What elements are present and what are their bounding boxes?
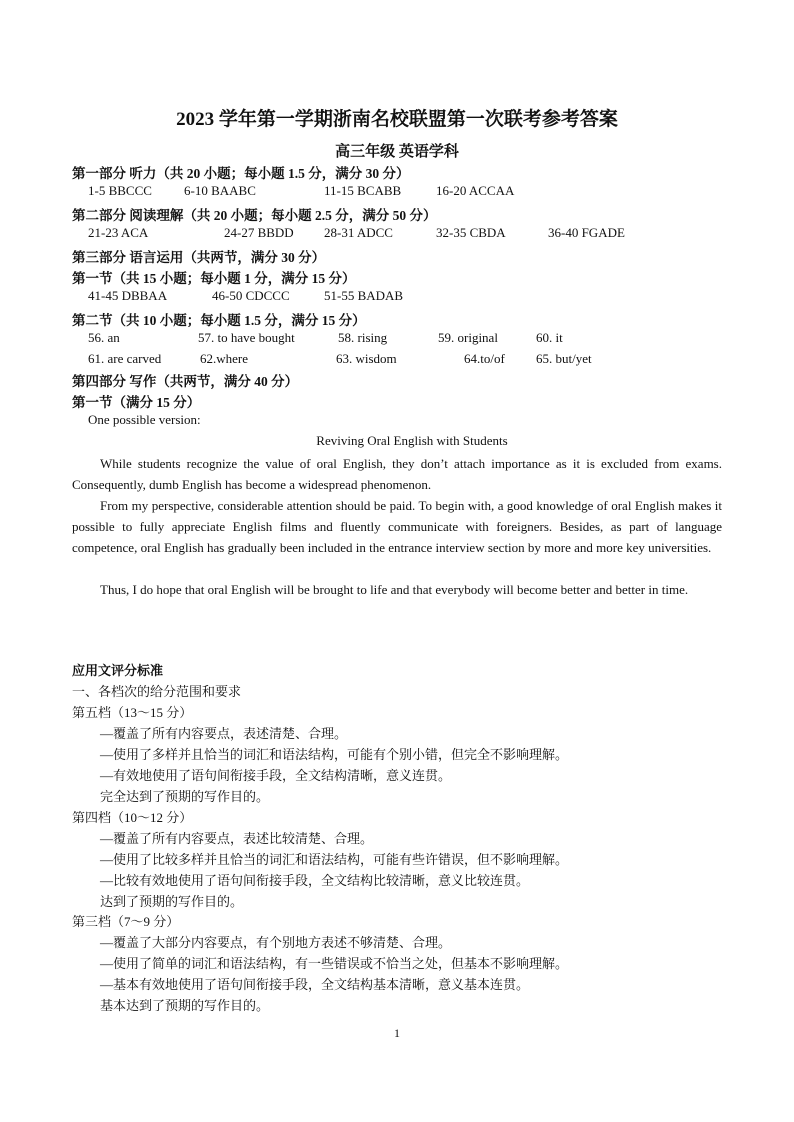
- part3-section2-heading: 第二节（共 10 小题；每小题 1.5 分，满分 15 分）: [72, 313, 366, 328]
- essay-paragraph: While students recognize the value of oral English, they don’t attach importance as it is excluded from exams. Consequently, dumb English has become a widespread phenomenon.: [72, 456, 722, 492]
- essay-paragraph: From my perspective, considerable attention should be paid. To begin with, a good knowledge of oral English makes it possible to fully appreciate English films and fluently communicate with foreigners. Besides, as part of language competence, oral English has gradually been included in the entrance interview section by more and more key universities.: [72, 498, 722, 555]
- part4-heading: 第四部分 写作（共两节，满分 40 分）: [72, 374, 299, 389]
- answer-group: 16-20 ACCAA: [436, 183, 515, 198]
- answer-group: 41-45 DBBAA: [88, 288, 168, 303]
- grade-label: 第五档（13～15 分）: [72, 705, 193, 720]
- essay-intro: One possible version:: [88, 412, 201, 427]
- part3-section1-heading: 第一节（共 15 小题；每小题 1 分，满分 15 分）: [72, 271, 356, 286]
- answer-group: 28-31 ADCC: [324, 225, 393, 240]
- answer-group: 32-35 CBDA: [436, 225, 506, 240]
- page-title: 2023 学年第一学期浙南名校联盟第一次联考参考答案: [176, 109, 618, 130]
- grade-criterion: —使用了简单的词汇和语法结构，有一些错误或不恰当之处，但基本不影响理解。: [100, 956, 569, 971]
- grade-label: 第三档（7～9 分）: [72, 914, 180, 929]
- answer-item: 57. to have bought: [198, 330, 295, 345]
- answer-group: 6-10 BAABC: [184, 183, 256, 198]
- grade-criterion: —使用了多样并且恰当的词汇和语法结构，可能有个别小错，但完全不影响理解。: [100, 747, 569, 762]
- part3-heading: 第三部分 语言运用（共两节，满分 30 分）: [72, 250, 326, 265]
- answer-group: 1-5 BBCCC: [88, 183, 152, 198]
- answer-group: 51-55 BADAB: [324, 288, 404, 303]
- grade-criterion: —使用了比较多样并且恰当的词汇和语法结构，可能有些许错误，但不影响理解。: [100, 852, 569, 867]
- essay-paragraph: Thus, I do hope that oral English will be brought to life and that everybody will become better and better in time.: [100, 582, 689, 597]
- grade-criterion: 达到了预期的写作目的。: [100, 894, 244, 909]
- grade-criterion: 基本达到了预期的写作目的。: [100, 998, 270, 1013]
- answer-group: 46-50 CDCCC: [212, 288, 290, 303]
- answer-item: 63. wisdom: [336, 351, 397, 366]
- grade-criterion: —覆盖了所有内容要点，表述清楚、合理。: [100, 726, 348, 741]
- part1-heading: 第一部分 听力（共 20 小题；每小题 1.5 分，满分 30 分）: [72, 166, 410, 181]
- part4-section1-heading: 第一节（满分 15 分）: [72, 395, 201, 410]
- grade-label: 第四档（10～12 分）: [72, 810, 193, 825]
- answer-item: 64.to/of: [464, 351, 505, 366]
- answer-item: 62.where: [200, 351, 249, 366]
- essay-title: Reviving Oral English with Students: [316, 433, 508, 448]
- grade-criterion: 完全达到了预期的写作目的。: [100, 789, 270, 804]
- answer-item: 58. rising: [338, 330, 388, 345]
- answer-group: 11-15 BCABB: [324, 183, 402, 198]
- answer-group: 24-27 BBDD: [224, 225, 294, 240]
- grade-criterion: —覆盖了大部分内容要点，有个别地方表述不够清楚、合理。: [100, 935, 452, 950]
- rubric-heading: 应用文评分标准: [72, 663, 164, 678]
- answer-group: 21-23 ACA: [88, 225, 149, 240]
- part2-heading: 第二部分 阅读理解（共 20 小题；每小题 2.5 分，满分 50 分）: [72, 208, 437, 223]
- rubric-subheading: 一、各档次的给分范围和要求: [72, 684, 242, 699]
- answer-item: 65. but/yet: [536, 351, 592, 366]
- answer-item: 59. original: [438, 330, 498, 345]
- grade-criterion: —比较有效地使用了语句间衔接手段，全文结构比较清晰，意义比较连贯。: [100, 873, 530, 888]
- answer-item: 56. an: [88, 330, 120, 345]
- grade-criterion: —基本有效地使用了语句间衔接手段，全文结构基本清晰，意义基本连贯。: [100, 977, 530, 992]
- grade-criterion: —有效地使用了语句间衔接手段，全文结构清晰，意义连贯。: [100, 768, 452, 783]
- page-number: 1: [394, 1026, 400, 1040]
- answer-group: 36-40 FGADE: [548, 225, 625, 240]
- answer-item: 60. it: [536, 330, 563, 345]
- page-subtitle: 高三年级 英语学科: [335, 144, 459, 160]
- grade-criterion: —覆盖了所有内容要点，表述比较清楚、合理。: [100, 831, 374, 846]
- answer-item: 61. are carved: [88, 351, 162, 366]
